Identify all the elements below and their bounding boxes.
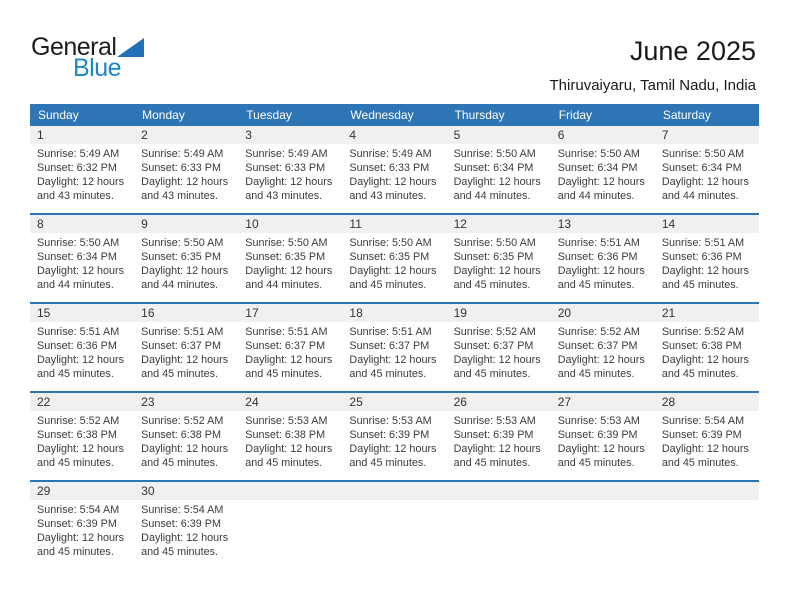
- day-cell-details: [238, 144, 342, 213]
- month-title: June 2025: [629, 36, 756, 66]
- day-number: 5: [453, 128, 461, 142]
- day-details-row: [30, 322, 759, 391]
- sunrise-line: Sunrise: 5:52 AM: [661, 326, 745, 338]
- daylight1-line: Daylight: 12 hours: [141, 443, 229, 455]
- day-cell-details: [551, 144, 655, 213]
- daylight1-line: Daylight: 12 hours: [349, 176, 437, 188]
- daylight2-line: and 45 minutes.: [557, 279, 635, 291]
- day-cell-details: [238, 233, 342, 302]
- sunset-line: Sunset: 6:36 PM: [37, 340, 117, 352]
- day-number: 27: [557, 395, 572, 409]
- daylight1-line: Daylight: 12 hours: [661, 443, 749, 455]
- sunrise-line: Sunrise: 5:53 AM: [453, 415, 536, 427]
- day-number: 8: [37, 217, 44, 231]
- daylight1-line: Daylight: 12 hours: [37, 354, 125, 366]
- daylight2-line: and 45 minutes.: [453, 368, 531, 380]
- day-cell-details: [238, 411, 342, 480]
- day-number: 19: [453, 306, 467, 320]
- daylight2-line: and 43 minutes.: [349, 190, 427, 202]
- day-number: 21: [661, 306, 676, 320]
- week-row: [30, 391, 759, 480]
- daylight1-line: Daylight: 12 hours: [141, 354, 229, 366]
- day-number: 13: [557, 217, 572, 231]
- weekday-header-row: [30, 104, 759, 126]
- day-cell-details: [30, 322, 134, 391]
- day-number: 9: [141, 217, 148, 231]
- day-cell-details: [30, 500, 134, 569]
- daylight2-line: and 43 minutes.: [37, 190, 114, 202]
- sunrise-line: Sunrise: 5:49 AM: [349, 148, 432, 160]
- day-number: 6: [557, 128, 565, 142]
- sunset-line: Sunset: 6:37 PM: [245, 340, 326, 352]
- sunrise-line: Sunrise: 5:50 AM: [349, 237, 432, 249]
- weekday-header-tuesday: Tuesday: [246, 108, 292, 122]
- sunrise-line: Sunrise: 5:51 AM: [141, 326, 224, 338]
- sunrise-line: Sunrise: 5:50 AM: [661, 148, 745, 160]
- sunrise-line: Sunrise: 5:49 AM: [37, 148, 120, 160]
- daylight1-line: Daylight: 12 hours: [141, 265, 229, 277]
- daylight1-line: Daylight: 12 hours: [245, 443, 333, 455]
- daylight2-line: and 43 minutes.: [141, 190, 218, 202]
- day-cell-details: [342, 500, 446, 569]
- sunset-line: Sunset: 6:33 PM: [349, 162, 430, 174]
- daylight1-line: Daylight: 12 hours: [245, 354, 333, 366]
- day-cell-details: [342, 411, 446, 480]
- daylight2-line: and 45 minutes.: [37, 368, 114, 380]
- daylight2-line: and 45 minutes.: [453, 457, 531, 469]
- day-number: 26: [453, 395, 467, 409]
- day-cell-details: [342, 144, 446, 213]
- sunset-line: Sunset: 6:34 PM: [661, 162, 742, 174]
- daylight2-line: and 45 minutes.: [661, 457, 739, 469]
- day-cell-details: [134, 233, 238, 302]
- day-number: 12: [453, 217, 467, 231]
- day-cell-details: [655, 411, 759, 480]
- sunrise-line: Sunrise: 5:51 AM: [349, 326, 432, 338]
- day-number: 29: [37, 484, 51, 498]
- day-number: 4: [349, 128, 357, 142]
- week-row: [30, 213, 759, 302]
- sunrise-line: Sunrise: 5:52 AM: [141, 415, 224, 427]
- daylight2-line: and 43 minutes.: [245, 190, 323, 202]
- day-cell-details: [342, 233, 446, 302]
- sunrise-line: Sunrise: 5:51 AM: [557, 237, 640, 249]
- day-cell-details: [30, 411, 134, 480]
- sunset-line: Sunset: 6:37 PM: [453, 340, 534, 352]
- day-cell-details: [238, 500, 342, 569]
- daylight2-line: and 44 minutes.: [37, 279, 114, 291]
- sunset-line: Sunset: 6:33 PM: [141, 162, 221, 174]
- day-cell-details: [134, 411, 238, 480]
- sunset-line: Sunset: 6:39 PM: [349, 429, 430, 441]
- day-cell-details: [134, 144, 238, 213]
- day-number: 15: [37, 306, 51, 320]
- general-blue-logo: [31, 33, 144, 82]
- day-cell-details: [655, 322, 759, 391]
- daylight2-line: and 45 minutes.: [141, 546, 218, 558]
- daylight1-line: Daylight: 12 hours: [453, 354, 541, 366]
- day-details-row: [30, 233, 759, 302]
- daylight1-line: Daylight: 12 hours: [661, 176, 749, 188]
- weeks-container: [30, 126, 759, 569]
- daylight2-line: and 45 minutes.: [349, 457, 427, 469]
- daylight1-line: Daylight: 12 hours: [37, 176, 125, 188]
- sunset-line: Sunset: 6:39 PM: [37, 518, 117, 530]
- day-cell-details: [238, 322, 342, 391]
- sunset-line: Sunset: 6:38 PM: [661, 340, 742, 352]
- day-number: 18: [349, 306, 363, 320]
- day-number: [551, 482, 655, 500]
- day-number: 2: [141, 128, 148, 142]
- day-details-row: [30, 411, 759, 480]
- sunrise-line: Sunrise: 5:51 AM: [245, 326, 328, 338]
- daylight2-line: and 44 minutes.: [453, 190, 531, 202]
- sunset-line: Sunset: 6:35 PM: [245, 251, 326, 263]
- daylight1-line: Daylight: 12 hours: [453, 265, 541, 277]
- daylight1-line: Daylight: 12 hours: [557, 354, 645, 366]
- sunrise-line: Sunrise: 5:50 AM: [37, 237, 120, 249]
- day-number: 30: [141, 484, 155, 498]
- daylight1-line: Daylight: 12 hours: [349, 443, 437, 455]
- sunset-line: Sunset: 6:36 PM: [661, 251, 742, 263]
- daylight2-line: and 45 minutes.: [37, 546, 114, 558]
- day-cell-details: [447, 322, 551, 391]
- daylight1-line: Daylight: 12 hours: [349, 354, 437, 366]
- sunrise-line: Sunrise: 5:53 AM: [557, 415, 640, 427]
- sunset-line: Sunset: 6:34 PM: [37, 251, 117, 263]
- daylight2-line: and 45 minutes.: [661, 368, 739, 380]
- day-number: 16: [141, 306, 155, 320]
- daylight2-line: and 45 minutes.: [557, 457, 635, 469]
- day-cell-details: [447, 233, 551, 302]
- sunrise-line: Sunrise: 5:51 AM: [37, 326, 120, 338]
- location-subtitle: Thiruvaiyaru, Tamil Nadu, India: [549, 77, 756, 94]
- sunrise-line: Sunrise: 5:53 AM: [349, 415, 432, 427]
- daylight1-line: Daylight: 12 hours: [37, 265, 125, 277]
- day-number: [655, 482, 759, 500]
- day-number-strip: [30, 304, 759, 322]
- sunrise-line: Sunrise: 5:54 AM: [37, 504, 120, 516]
- sunrise-line: Sunrise: 5:52 AM: [453, 326, 536, 338]
- day-number: 3: [245, 128, 252, 142]
- sunrise-line: Sunrise: 5:52 AM: [557, 326, 640, 338]
- daylight1-line: Daylight: 12 hours: [37, 443, 125, 455]
- sunrise-line: Sunrise: 5:49 AM: [245, 148, 328, 160]
- sunset-line: Sunset: 6:39 PM: [661, 429, 742, 441]
- day-number: [447, 482, 551, 500]
- daylight1-line: Daylight: 12 hours: [245, 265, 333, 277]
- sunrise-line: Sunrise: 5:54 AM: [141, 504, 224, 516]
- sunset-line: Sunset: 6:34 PM: [557, 162, 638, 174]
- daylight2-line: and 45 minutes.: [245, 368, 323, 380]
- sunset-line: Sunset: 6:38 PM: [141, 429, 221, 441]
- sunset-line: Sunset: 6:35 PM: [141, 251, 221, 263]
- day-number-strip: [30, 393, 759, 411]
- day-cell-details: [655, 233, 759, 302]
- daylight2-line: and 45 minutes.: [349, 279, 427, 291]
- daylight1-line: Daylight: 12 hours: [557, 443, 645, 455]
- day-number: 28: [661, 395, 676, 409]
- day-number: 17: [245, 306, 259, 320]
- daylight2-line: and 45 minutes.: [245, 457, 323, 469]
- daylight1-line: Daylight: 12 hours: [141, 176, 229, 188]
- day-cell-details: [30, 233, 134, 302]
- day-cell-details: [551, 411, 655, 480]
- daylight2-line: and 44 minutes.: [245, 279, 323, 291]
- calendar-grid: [30, 104, 759, 569]
- week-row: [30, 302, 759, 391]
- daylight2-line: and 45 minutes.: [453, 279, 531, 291]
- sunset-line: Sunset: 6:39 PM: [453, 429, 534, 441]
- sunset-line: Sunset: 6:39 PM: [141, 518, 221, 530]
- day-number: 1: [37, 128, 44, 142]
- sunset-line: Sunset: 6:33 PM: [245, 162, 326, 174]
- daylight1-line: Daylight: 12 hours: [141, 532, 229, 544]
- daylight1-line: Daylight: 12 hours: [245, 176, 333, 188]
- logo-text-blue: Blue: [73, 54, 122, 82]
- daylight2-line: and 45 minutes.: [37, 457, 114, 469]
- daylight2-line: and 45 minutes.: [141, 457, 218, 469]
- day-number-strip: [30, 126, 759, 144]
- logo-triangle-icon: [117, 38, 144, 57]
- sunset-line: Sunset: 6:38 PM: [245, 429, 326, 441]
- logo-text-general: General: [31, 33, 117, 61]
- sunset-line: Sunset: 6:35 PM: [349, 251, 430, 263]
- day-details-row: [30, 144, 759, 213]
- day-number: 14: [661, 217, 676, 231]
- sunrise-line: Sunrise: 5:51 AM: [661, 237, 745, 249]
- daylight2-line: and 45 minutes.: [349, 368, 427, 380]
- day-number: 23: [141, 395, 155, 409]
- day-number: 24: [245, 395, 259, 409]
- day-number: 7: [661, 128, 669, 142]
- daylight2-line: and 44 minutes.: [557, 190, 635, 202]
- daylight1-line: Daylight: 12 hours: [37, 532, 125, 544]
- daylight2-line: and 45 minutes.: [557, 368, 635, 380]
- sunset-line: Sunset: 6:38 PM: [37, 429, 117, 441]
- sunrise-line: Sunrise: 5:50 AM: [453, 148, 536, 160]
- sunrise-line: Sunrise: 5:50 AM: [245, 237, 328, 249]
- day-cell-details: [134, 500, 238, 569]
- day-details-row: [30, 500, 759, 569]
- daylight1-line: Daylight: 12 hours: [661, 354, 749, 366]
- sunrise-line: Sunrise: 5:52 AM: [37, 415, 120, 427]
- sunrise-line: Sunrise: 5:53 AM: [245, 415, 328, 427]
- day-cell-details: [447, 144, 551, 213]
- week-row: [30, 126, 759, 213]
- day-number: [238, 482, 342, 500]
- sunset-line: Sunset: 6:39 PM: [557, 429, 638, 441]
- day-number-strip: [30, 482, 759, 500]
- day-cell-details: [655, 500, 759, 569]
- day-cell-details: [342, 322, 446, 391]
- weekday-header-thursday: Thursday: [454, 108, 505, 122]
- day-cell-details: [551, 233, 655, 302]
- daylight1-line: Daylight: 12 hours: [453, 176, 541, 188]
- sunrise-line: Sunrise: 5:50 AM: [453, 237, 536, 249]
- sunset-line: Sunset: 6:32 PM: [37, 162, 117, 174]
- weekday-header-sunday: Sunday: [38, 108, 79, 122]
- daylight1-line: Daylight: 12 hours: [557, 265, 645, 277]
- day-cell-details: [134, 322, 238, 391]
- daylight1-line: Daylight: 12 hours: [557, 176, 645, 188]
- sunset-line: Sunset: 6:37 PM: [141, 340, 221, 352]
- sunrise-line: Sunrise: 5:50 AM: [141, 237, 224, 249]
- daylight1-line: Daylight: 12 hours: [453, 443, 541, 455]
- day-number: 10: [245, 217, 259, 231]
- sunset-line: Sunset: 6:35 PM: [453, 251, 534, 263]
- day-number: 25: [349, 395, 363, 409]
- sunrise-line: Sunrise: 5:54 AM: [661, 415, 745, 427]
- day-cell-details: [447, 500, 551, 569]
- day-cell-details: [30, 144, 134, 213]
- sunset-line: Sunset: 6:37 PM: [349, 340, 430, 352]
- day-number: 20: [557, 306, 572, 320]
- day-number: 22: [37, 395, 51, 409]
- daylight2-line: and 44 minutes.: [141, 279, 218, 291]
- weekday-header-friday: Friday: [558, 108, 593, 122]
- day-cell-details: [447, 411, 551, 480]
- sunset-line: Sunset: 6:37 PM: [557, 340, 638, 352]
- daylight1-line: Daylight: 12 hours: [349, 265, 437, 277]
- day-number: 11: [349, 217, 362, 231]
- sunset-line: Sunset: 6:36 PM: [557, 251, 638, 263]
- daylight2-line: and 45 minutes.: [141, 368, 218, 380]
- daylight1-line: Daylight: 12 hours: [661, 265, 749, 277]
- day-number: [342, 482, 446, 500]
- sunrise-line: Sunrise: 5:49 AM: [141, 148, 224, 160]
- day-number-strip: [30, 215, 759, 233]
- week-row: [30, 480, 759, 569]
- sunrise-line: Sunrise: 5:50 AM: [557, 148, 640, 160]
- daylight2-line: and 44 minutes.: [661, 190, 739, 202]
- weekday-header-monday: Monday: [142, 108, 185, 122]
- day-cell-details: [551, 500, 655, 569]
- day-cell-details: [551, 322, 655, 391]
- daylight2-line: and 45 minutes.: [661, 279, 739, 291]
- sunset-line: Sunset: 6:34 PM: [453, 162, 534, 174]
- day-cell-details: [655, 144, 759, 213]
- weekday-header-saturday: Saturday: [662, 108, 711, 122]
- weekday-header-wednesday: Wednesday: [350, 108, 414, 122]
